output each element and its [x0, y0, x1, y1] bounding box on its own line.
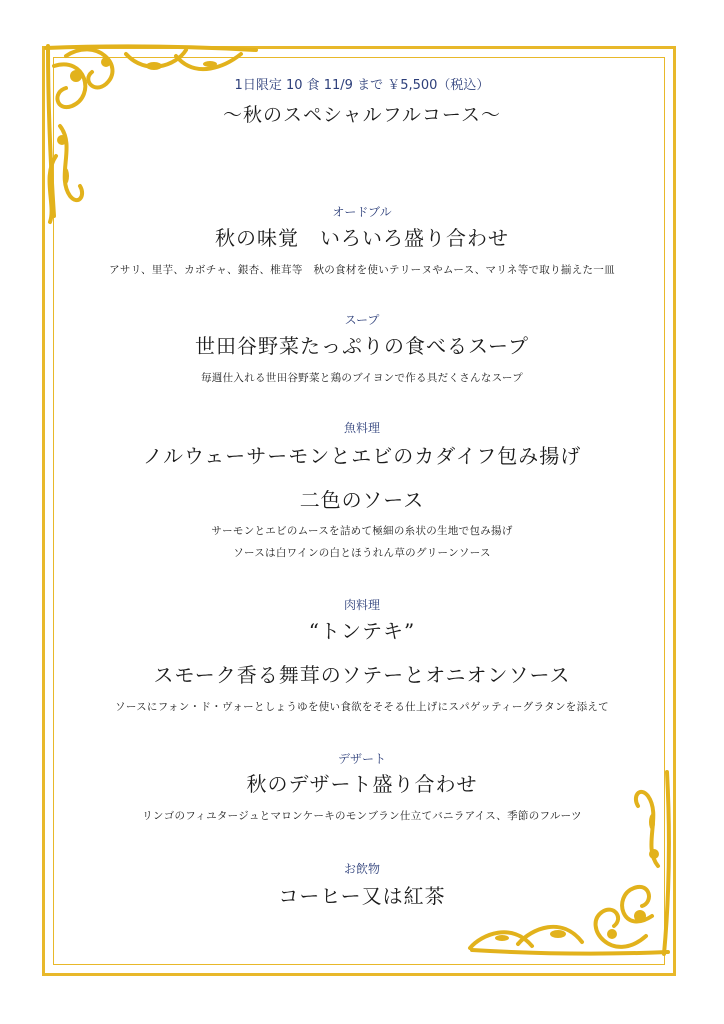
- drink-title: コーヒー又は紅茶: [278, 884, 446, 908]
- dish-title: ノルウェーサーモンとエビのカダイフ包み揚げ: [142, 444, 582, 468]
- dish-description: ソースにフォン・ド・ヴォーとしょうゆを使い食欲をそそる仕上げにスパゲッティーグラタンを添えて: [115, 701, 609, 713]
- dish-subtitle: スモーク香る舞茸のソテーとオニオンソース: [153, 663, 571, 687]
- dish-description-2: ソースは白ワインの白とほうれん草のグリーンソース: [233, 547, 491, 559]
- course-title: ～秋のスペシャルフルコース～: [223, 104, 501, 126]
- dish-title: “トンテキ”: [308, 619, 416, 643]
- category-drink: お飲物: [343, 862, 380, 876]
- dish-title: 世田谷野菜たっぷりの食べるスープ: [195, 334, 529, 358]
- gold-flourish-top-left: [36, 36, 266, 226]
- dish-title: 秋の味覚 いろいろ盛り合わせ: [215, 226, 509, 250]
- category-soup: スープ: [344, 313, 380, 327]
- category-fish: 魚料理: [343, 421, 380, 435]
- limit-price-line: 1日限定 10 食 11/9 まで ￥5,500（税込）: [234, 78, 490, 93]
- category-meat: 肉料理: [343, 598, 380, 612]
- dish-description: アサリ、里芋、カボチャ、銀杏、椎茸等 秋の食材を使いテリーヌやムース、マリネ等で取り揃えた一皿: [109, 264, 615, 276]
- dish-description: 毎週仕入れる世田谷野菜と鶏のブイヨンで作る具だくさんなスープ: [200, 372, 523, 384]
- category-dessert: デザート: [337, 752, 386, 766]
- dish-description: サーモンとエビのムースを詰めて極細の糸状の生地で包み揚げ: [211, 525, 513, 537]
- dish-title: 秋のデザート盛り合わせ: [246, 772, 478, 796]
- category-hors-doeuvre: オードブル: [332, 205, 392, 219]
- dish-subtitle: 二色のソース: [299, 488, 425, 512]
- dish-description: リンゴのフィユタージュとマロンケーキのモンブラン仕立てバニラアイス、季節のフルーツ: [142, 810, 582, 822]
